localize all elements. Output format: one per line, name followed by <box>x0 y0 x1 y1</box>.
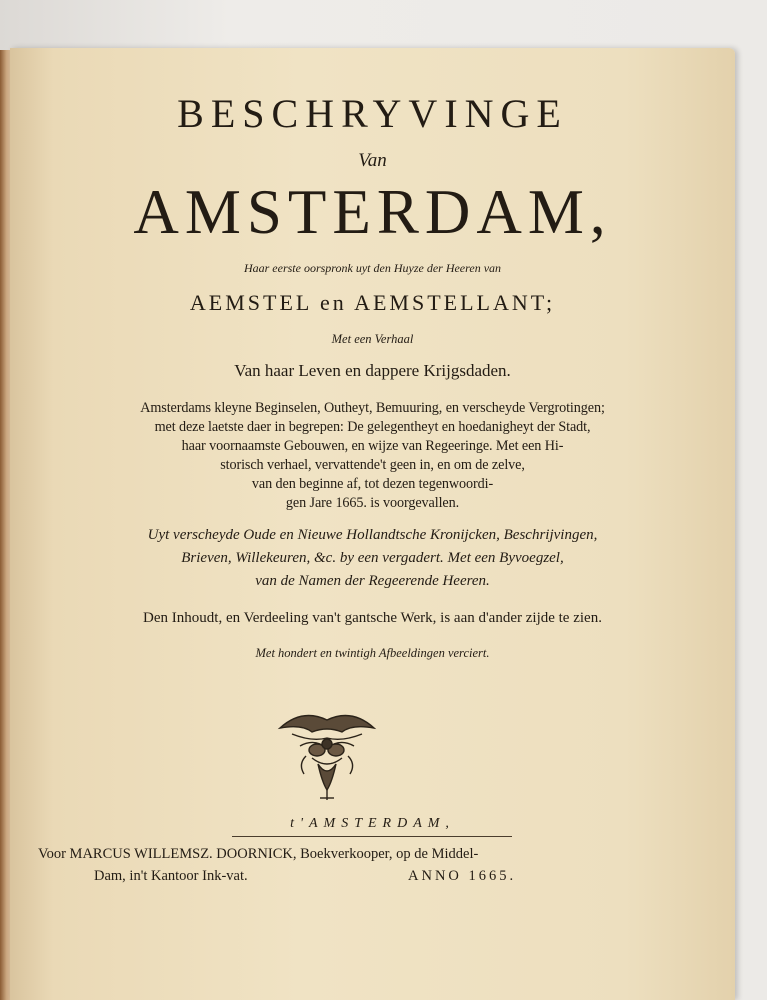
title-line-1: BESCHRYVINGE <box>177 91 568 136</box>
description-line: Amsterdams kleyne Beginselen, Outheyt, Bemuuring, en verscheyde Vergrotingen; <box>140 400 605 416</box>
subtitle-origin: Haar eerste oorspronk uyt den Huyze der Heeren van <box>243 261 502 275</box>
title-line-3: AMSTERDAM, <box>133 177 612 247</box>
sources-line: van de Namen der Regeerende Heeren. <box>255 573 490 589</box>
description-line: gen Jare 1665. is voorgevallen. <box>285 495 460 511</box>
subtitle-lords: AEMSTEL en AEMSTELLANT; <box>189 290 556 315</box>
description-line: haar voornaamste Gebouwen, en wijze van Regeeringe. Met een Hi- <box>181 438 564 454</box>
illustrations-note: Met hondert en twintigh Afbeeldingen verciert. <box>255 646 490 660</box>
subtitle-narrative: Met een Verhaal <box>331 332 414 346</box>
description-line: storisch verhael, vervattende't geen in, en om de zelve, <box>220 457 525 473</box>
imprint-year: ANNO 1665. <box>408 868 517 884</box>
sources-line: Brieven, Willekeuren, &c. by een vergadert. Met een Byvoegzel, <box>181 550 564 566</box>
description-line: met deze laetste daer in begrepen: De gelegentheyt en hoedanigheyt der Stadt, <box>154 419 591 435</box>
title-page <box>10 48 735 1000</box>
description-line: van den beginne af, tot dezen tegenwoordi- <box>251 476 494 492</box>
subtitle-life: Van haar Leven en dappere Krijgsdaden. <box>234 361 511 380</box>
imprint-line-1: Voor MARCUS WILLEMSZ. DOORNICK, Boekverkooper, op de Middel- <box>38 846 479 862</box>
imprint-line-2: Dam, in't Kantoor Ink-vat. <box>94 868 248 884</box>
imprint-city: t'AMSTERDAM, <box>290 816 455 831</box>
floral-basket-icon <box>272 698 382 808</box>
title-line-2: Van <box>358 150 387 171</box>
sources-line: Uyt verscheyde Oude en Nieuwe Hollandtsche Kronijcken, Beschrijvingen, <box>147 527 598 543</box>
imprint-rule <box>232 836 512 837</box>
contents-note: Den Inhoudt, en Verdeeling van't gantsche Werk, is aan d'ander zijde te zien. <box>143 610 602 626</box>
